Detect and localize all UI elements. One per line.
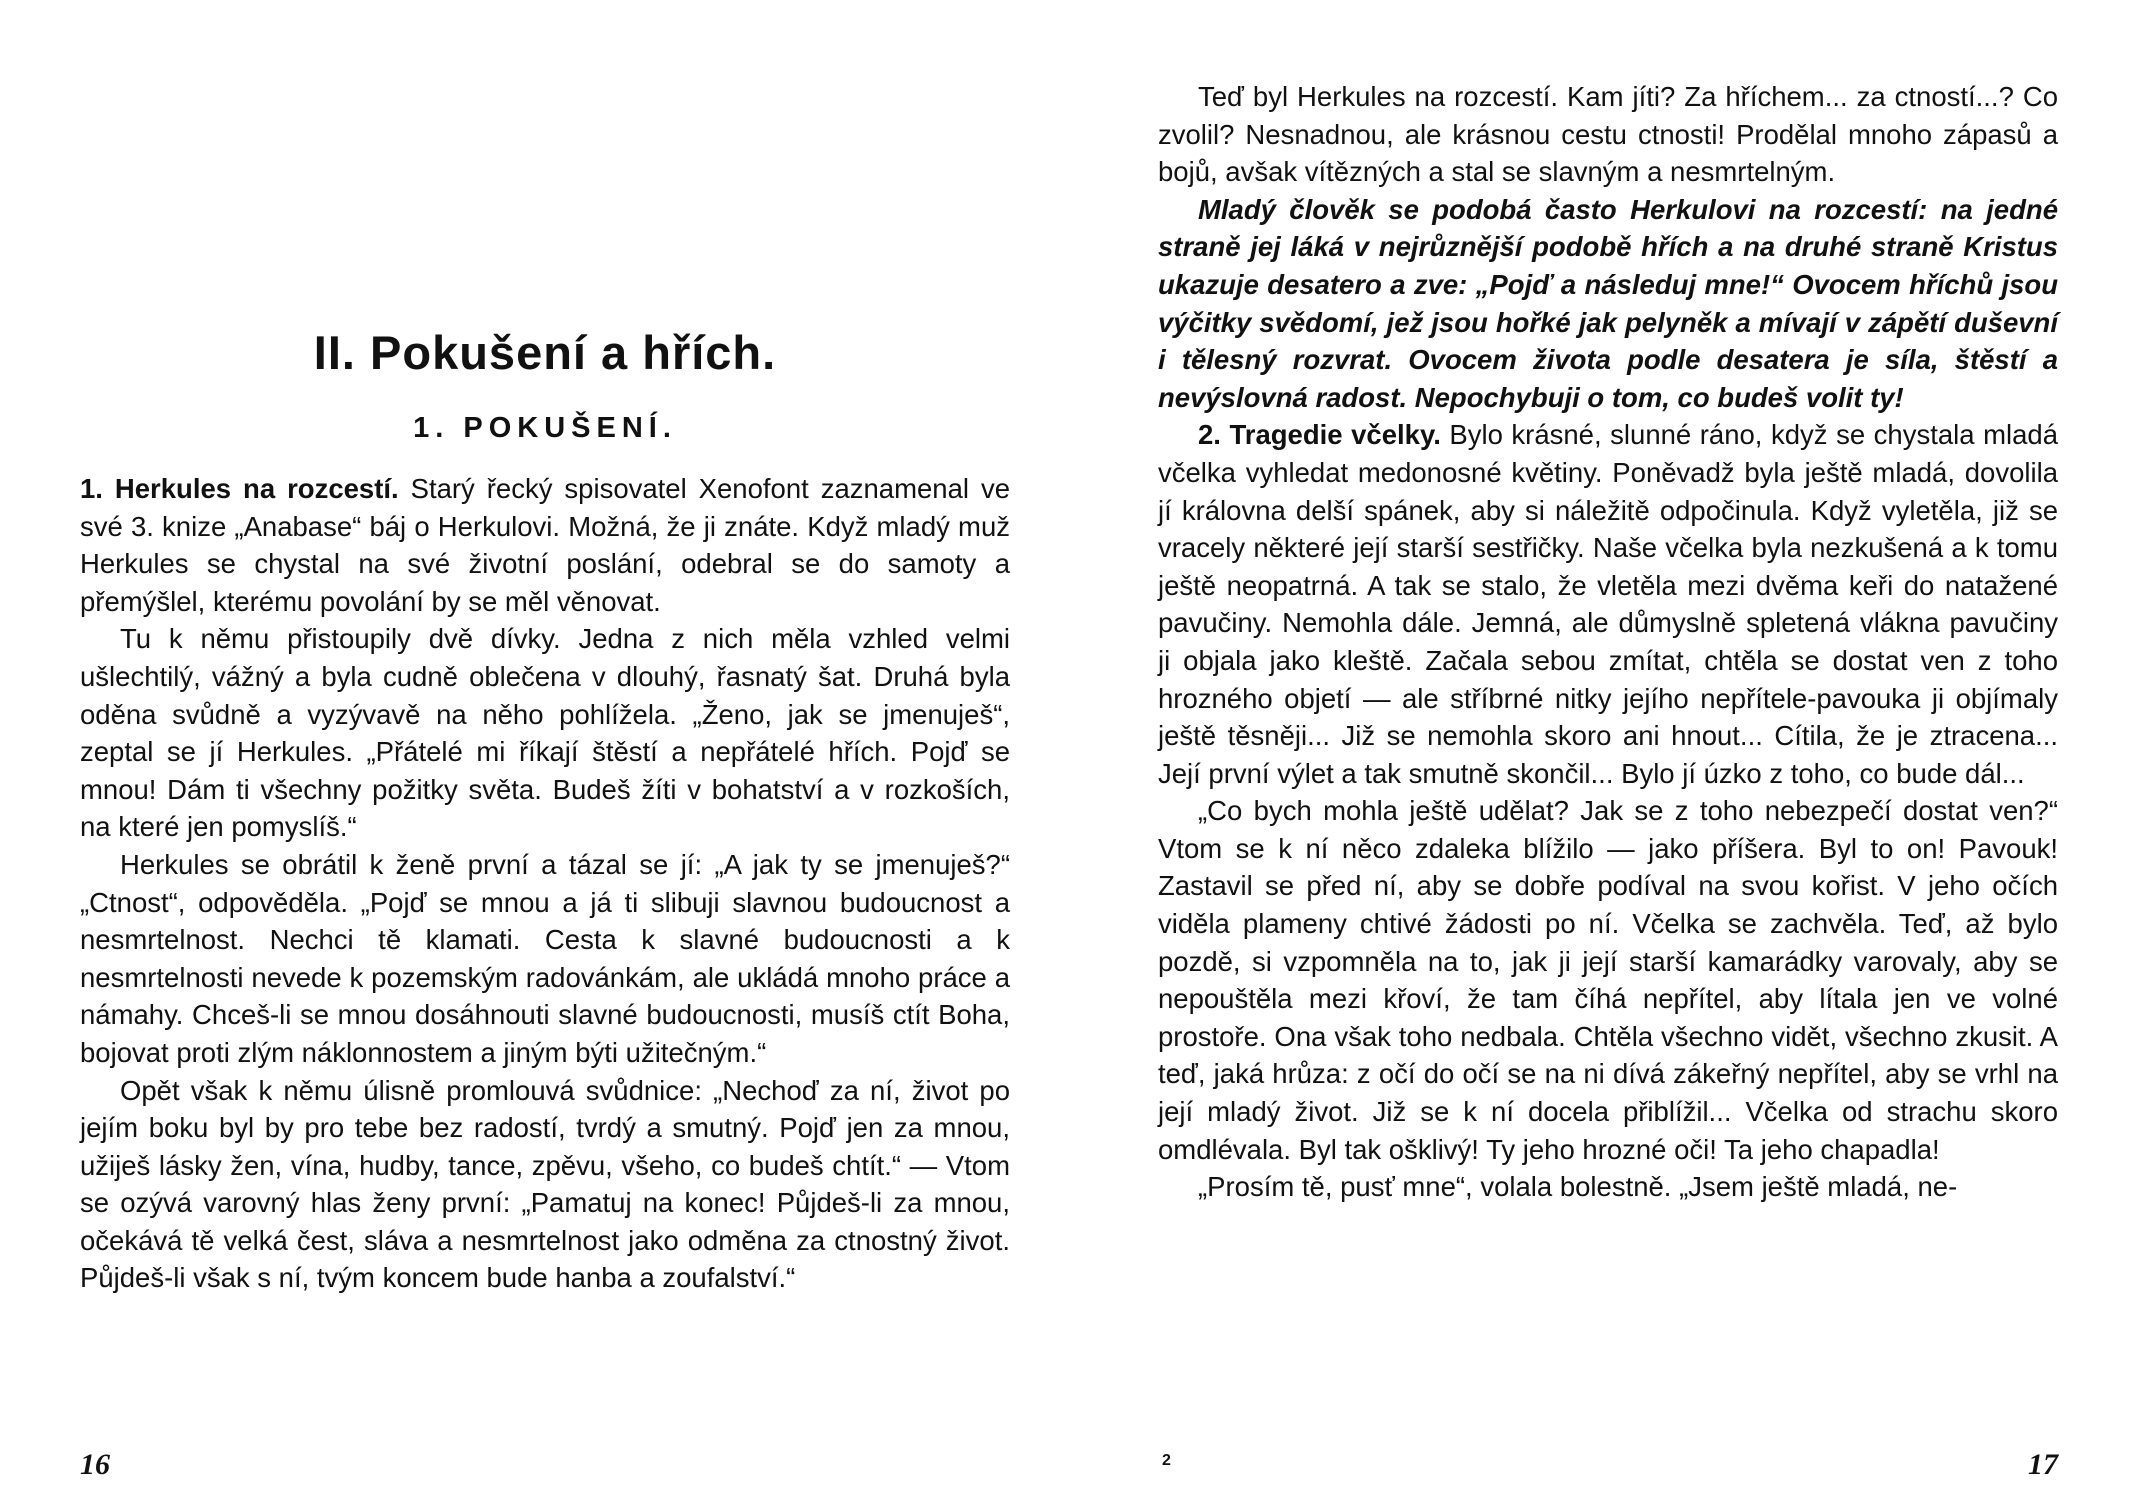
paragraph	[80, 470, 1010, 620]
paragraph: Teď byl Herkules na rozcestí. Kam jíti? Za hříchem... za ctností...? Co zvolil? Nesnadnou, ale krásnou cestu ctnosti! Prodělal mnoho zápasů a bojů, avšak vítězných a stal se slavným a nesmrtelným.	[1158, 81, 2058, 188]
paragraph: „Prosím tě, pusť mne“, volala bolestně. „Jsem ještě mladá, ne-	[1198, 1171, 1958, 1203]
left-page-text	[80, 470, 1010, 1297]
paragraph: Opět však k němu úlisně promlouvá svůdnice: „Nechoď za ní, život po jejím boku byl by pro tebe bez radostí, tvrdý a smutný. Pojď jen za mnou, užiješ lásky žen, vína, hudby, tance, zpěvu, všeho, co budeš chtít.“ — Vtom se ozývá varovný hlas ženy první: „Pamatuj na konec! Půjdeš-li za mnou, očekává tě velká čest, sláva a nesmrtelnost jako odměna za ctnostný život. Půjdeš-li však s ní, tvým koncem bude hanba a zoufalství.“	[80, 1074, 1010, 1294]
paragraph: „Co bych mohla ještě udělat? Jak se z toho nebezpečí dostat ven?“ Vtom se k ní něco zdaleka blížilo — jako příšera. Byl to on! Pavouk! Zastavil se před ní, aby se dobře podíval na svou kořist. V jeho očích viděla plameny chtivé žádosti po ní. Včelka se zachvěla. Teď, až bylo pozdě, si vzpomněla na to, jak ji její starší kamarádky varovaly, aby se nepouštěla mezi křoví, že tam číhá nepřítel, aby lítala jen ve volné prostoře. Ona však toho nedbala. Chtěla všechno vidět, všechno zkusit. A teď, jaká hrůza: z očí do očí se na ni dívá zákeřný nepřítel, aby se vrhl na její mladý život. Již se k ní docela přiblížil... Včelka od strachu skoro omdlévala. Byl tak ošklivý! Ty jeho hrozné oči! Ta jeho chapadla!	[1158, 795, 2058, 1165]
left-page	[80, 0, 1010, 1500]
signature-mark: 2	[1162, 1452, 1171, 1469]
paragraph	[1158, 416, 2058, 792]
section-title: 1. POKUŠENÍ.	[413, 412, 677, 444]
paragraph: Tu k němu přistoupily dvě dívky. Jedna z nich měla vzhled velmi ušlechtilý, vážný a byla cudně oblečena v dlouhý, řasnatý šat. Druhá byla oděna svůdně a vyzývavě na něho pohlížela. „Ženo, jak se jmenuješ“, zeptal se jí Herkules. „Přátelé mi říkají štěstí a nepřátelé hřích. Pojď se mnou! Dám ti všechny požitky světa. Budeš žíti v bohatství a v rozkoších, na které jen pomyslíš.“	[80, 623, 1010, 843]
right-page-text	[1158, 78, 2058, 1206]
italic-paragraph: Mladý člověk se podobá často Herkulovi na rozcestí: na jedné straně jej láká v nejrůznější podobě hřích a na druhé straně Kristus ukazuje desatero a zve: „Pojď a následuj mne!“ Ovocem hříchů jsou výčitky svědomí, jež jsou hořké jak pelyněk a mívají v zápětí duševní i tělesný rozvrat. Ovocem života podle desatera je síla, štěstí a nevýslovná radost. Nepochybuji o tom, co budeš volit ty!	[1158, 193, 2058, 413]
page-number: 16	[80, 1448, 110, 1481]
paragraph: Herkules se obrátil k ženě první a tázal se jí: „A jak ty se jmenuješ?“ „Ctnost“, odpověděla. „Pojď se mnou a já ti slibuji slavnou budoucnost a nesmrtelnost. Nechci tě klamati. Cesta k slavné budoucnosti a k nesmrtelnosti nevede k pozemským radovánkám, ale ukládá mnoho práce a námahy. Chceš-li se mnou dosáhnouti slavné budoucnosti, musíš ctít Boha, bojovat proti zlým náklonnostem a jiným býti užitečným.“	[80, 848, 1010, 1068]
paragraph-text: Starý řecký spisovatel Xenofont zaznamenal ve své 3. knize „Anabase“ báj o Herkulovi. Možná, že ji znáte. Když mladý muž Herkules se chystal na své životní poslání, odebral se do samoty a přemýšlel, kterému povolání by se měl věnovat.	[80, 473, 1010, 617]
paragraph-heading: 2. Tragedie včelky.	[1198, 419, 1441, 451]
paragraph-text: Bylo krásné, slunné ráno, když se chystala mladá včelka vyhledat medonosné květiny. Poněvadž byla ještě mladá, dovolila jí královna delší spánek, aby si náležitě odpočinula. Když vyletěla, již se vracely některé její starší sestřičky. Naše včelka byla nezkušená a k tomu ještě neopatrná. A tak se stalo, že vletěla mezi dvěma keři do natažené pavučiny. Nemohla dále. Jemná, ale důmyslně spletená vlákna pavučiny ji objala jako kleště. Začala sebou zmítat, chtěla se dostat ven z toho hrozného objetí — ale stříbrné nitky jejího nepřítele-pavouka ji objímaly ještě těsněji... Již se nemohla skoro ani hnout... Cítila, že je ztracena... Její první výlet a tak smutně skončil... Bylo jí úzko z toho, co bude dál...	[1158, 419, 2058, 789]
right-page	[1158, 0, 2058, 1500]
paragraph-heading: 1. Herkules na rozcestí.	[80, 473, 399, 504]
page-number: 17	[2028, 1448, 2058, 1481]
chapter-title: II. Pokušení a hřích.	[313, 326, 777, 379]
